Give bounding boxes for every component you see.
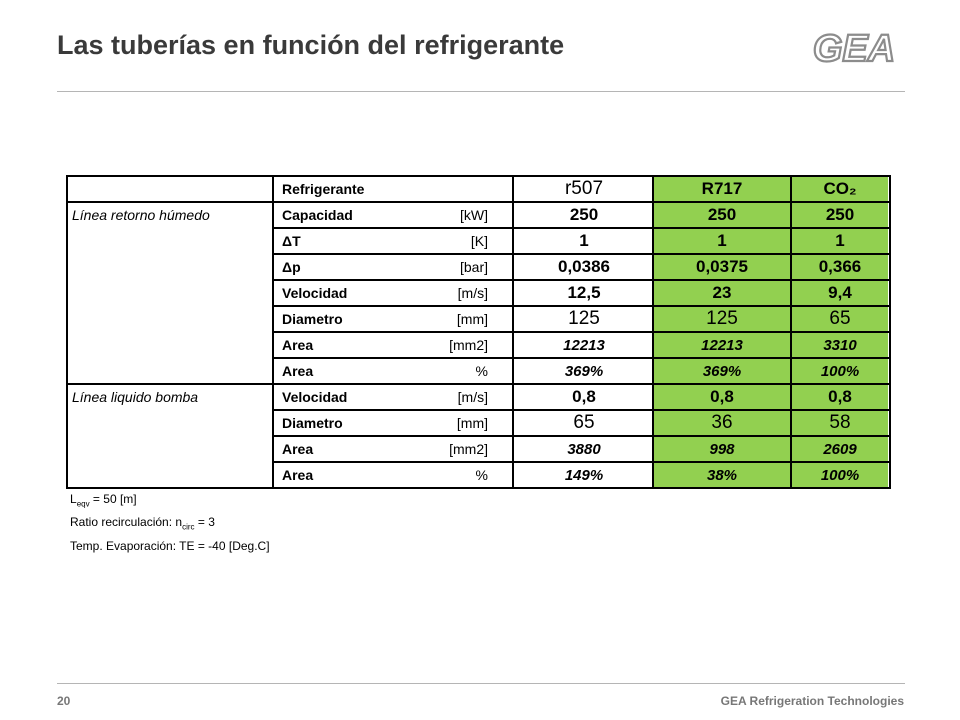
- value-cell: 1: [654, 229, 790, 253]
- row-label: Area: [282, 467, 314, 483]
- table-row: [68, 385, 889, 411]
- row-unit: %: [475, 467, 488, 483]
- value-cell: 12213: [563, 336, 605, 354]
- table-row: [68, 463, 889, 489]
- value-cell: 58: [792, 411, 888, 435]
- value-cell: 998: [654, 437, 790, 461]
- value-cell: 1: [579, 231, 589, 250]
- column-header-r717: R717: [654, 177, 790, 201]
- row-unit: [mm]: [456, 311, 488, 327]
- value-cell: 100%: [792, 463, 888, 487]
- table-row: [68, 229, 889, 255]
- table-row: [68, 359, 889, 385]
- row-label: Diametro: [282, 311, 343, 327]
- value-cell: 0,0375: [654, 255, 790, 279]
- value-cell: 0,366: [792, 255, 888, 279]
- gea-logo: [802, 28, 906, 68]
- section-label: [72, 333, 272, 357]
- page-title: Las tuberías en función del refrigerante: [57, 30, 565, 60]
- table-row: [68, 307, 889, 333]
- table-row: [68, 203, 889, 229]
- row-unit: [mm2]: [449, 441, 488, 457]
- row-unit: [mm]: [456, 415, 488, 431]
- row-divider: [274, 253, 889, 255]
- value-cell: 125: [654, 307, 790, 331]
- value-cell: 38%: [654, 463, 790, 487]
- row-divider: [68, 383, 889, 385]
- company-name: GEA Refrigeration Technologies: [720, 694, 904, 708]
- row-label: Diametro: [282, 415, 343, 431]
- value-cell: 369%: [654, 359, 790, 383]
- table-row: [68, 411, 889, 437]
- row-label: Δp: [282, 259, 301, 275]
- value-cell: 125: [568, 308, 600, 329]
- column-header-co2: CO₂: [792, 177, 888, 201]
- section-label: Línea retorno húmedo: [72, 207, 210, 223]
- value-cell: 36: [654, 411, 790, 435]
- value-cell: 149%: [564, 466, 604, 484]
- value-cell: 1: [792, 229, 888, 253]
- row-unit: [m/s]: [457, 285, 488, 301]
- section-label: [72, 463, 272, 487]
- header-divider: [57, 91, 905, 92]
- value-cell: 12213: [654, 333, 790, 357]
- logo-text: GEA: [812, 28, 896, 68]
- note-recirculation: Ratio recirculación: $n_{circ} = 3$: [70, 515, 215, 532]
- row-divider: [274, 279, 889, 281]
- page-number: 20: [57, 694, 71, 708]
- section-label: Línea liquido bomba: [72, 389, 199, 405]
- row-label: Velocidad: [282, 285, 348, 301]
- section-label: [72, 307, 272, 331]
- row-label: Area: [282, 363, 314, 379]
- row-unit: [mm2]: [449, 337, 488, 353]
- value-cell: 65: [573, 412, 595, 433]
- value-cell: 250: [569, 205, 599, 224]
- footnotes: [70, 490, 270, 556]
- table-header-row: [68, 177, 889, 203]
- row-divider: [274, 435, 889, 437]
- value-cell: 0,0386: [558, 257, 610, 276]
- value-cell: 2609: [792, 437, 888, 461]
- row-divider: [274, 331, 889, 333]
- section-label: [72, 437, 272, 461]
- note-evaporation: Temp. Evaporación: TE = -40 [Deg.C]: [70, 538, 270, 553]
- row-unit: [bar]: [459, 259, 488, 275]
- row-divider: [274, 357, 889, 359]
- row-unit: [kW]: [460, 207, 488, 223]
- row-divider: [274, 461, 889, 463]
- value-cell: 250: [792, 203, 888, 227]
- section-label: [72, 359, 272, 383]
- row-label: Area: [282, 337, 314, 353]
- value-cell: 100%: [792, 359, 888, 383]
- section-label: [72, 281, 272, 305]
- column-header-r507: r507: [564, 178, 604, 199]
- value-cell: 9,4: [792, 281, 888, 305]
- section-label: [72, 229, 272, 253]
- value-cell: 0,8: [654, 385, 790, 409]
- row-divider: [274, 227, 889, 229]
- section-label: [72, 411, 272, 435]
- section-label: [72, 255, 272, 279]
- row-divider: [274, 409, 889, 411]
- note-length: $L_{eqv} = 50$ [m]: [70, 492, 137, 509]
- table-row: [68, 255, 889, 281]
- row-unit: [K]: [470, 233, 488, 249]
- row-label: Velocidad: [282, 389, 348, 405]
- header-label: Refrigerante: [282, 181, 365, 197]
- table-row: [68, 437, 889, 463]
- row-label: Capacidad: [282, 207, 353, 223]
- row-unit: [m/s]: [457, 389, 488, 405]
- value-cell: 3310: [792, 333, 888, 357]
- table-row: [68, 333, 889, 359]
- value-cell: 250: [654, 203, 790, 227]
- value-cell: 23: [654, 281, 790, 305]
- row-divider: [274, 305, 889, 307]
- footer-divider: [57, 683, 905, 684]
- table-row: [68, 281, 889, 307]
- row-label: ΔT: [282, 233, 301, 249]
- value-cell: 12,5: [567, 283, 601, 302]
- value-cell: 0,8: [572, 387, 596, 406]
- value-cell: 65: [792, 307, 888, 331]
- row-label: Area: [282, 441, 314, 457]
- value-cell: 369%: [564, 362, 604, 380]
- refrigerant-table: [66, 175, 891, 489]
- value-cell: 0,8: [792, 385, 888, 409]
- row-unit: %: [475, 363, 488, 379]
- value-cell: 3880: [567, 440, 601, 458]
